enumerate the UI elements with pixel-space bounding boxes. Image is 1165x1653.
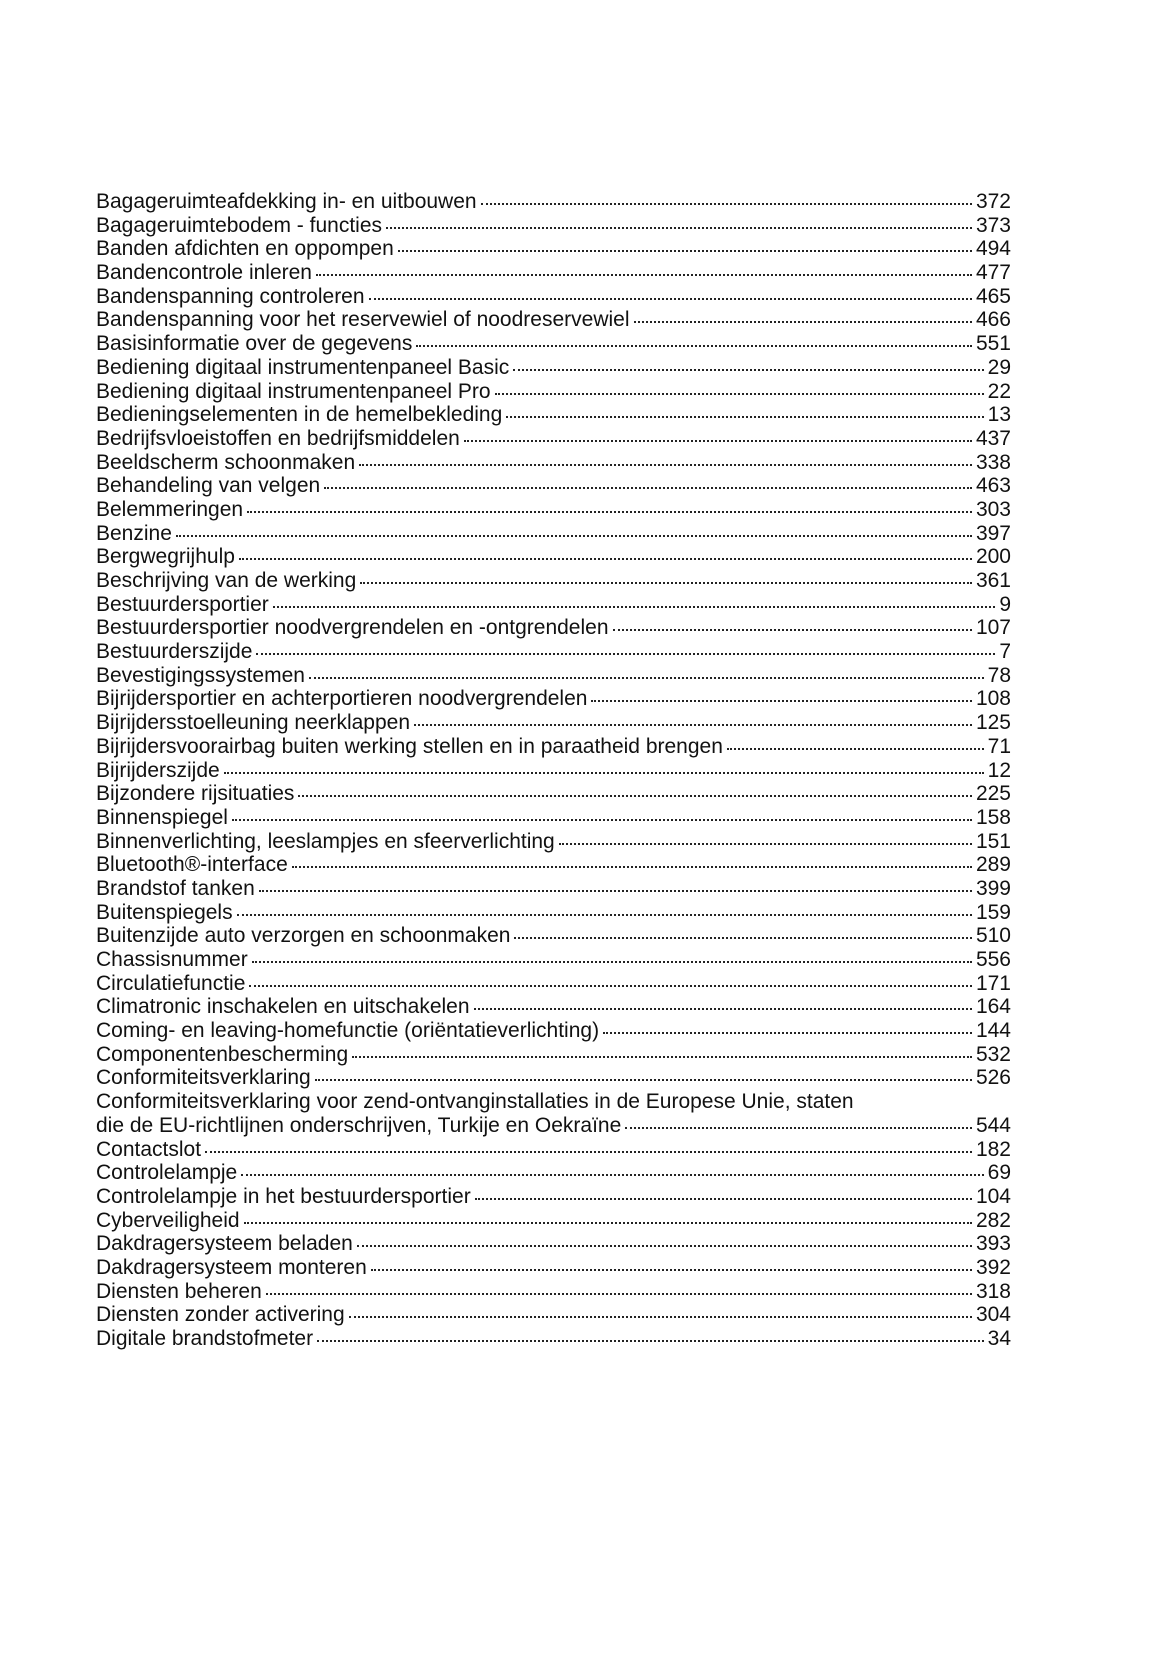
entry-label: Bestuurdersportier noodvergrendelen en -ontgrendelen xyxy=(96,616,609,640)
entry-label: Bijrijdersstoelleuning neerklappen xyxy=(96,711,411,735)
index-entry xyxy=(96,1138,1011,1162)
dot-leader xyxy=(232,819,972,821)
dot-leader xyxy=(298,795,972,797)
entry-label: Banden afdichten en oppompen xyxy=(96,237,394,261)
entry-page-number: 556 xyxy=(975,948,1011,971)
index-entry xyxy=(96,901,1011,925)
entry-label: Basisinformatie over de gegevens xyxy=(96,332,413,356)
entry-page-number: 159 xyxy=(975,900,1011,924)
dot-leader xyxy=(464,440,972,442)
index-entry xyxy=(96,380,1011,404)
entry-page-number: 289 xyxy=(975,853,1011,877)
entry-label: Diensten beheren xyxy=(96,1279,262,1303)
index-entry xyxy=(96,972,1011,996)
dot-leader xyxy=(369,298,972,300)
dot-leader xyxy=(352,1056,972,1058)
entry-page-number: 282 xyxy=(975,1208,1011,1232)
entry-label: Bijrijdersportier en achterportieren noodvergrendelen xyxy=(96,687,588,711)
entry-label: die de EU-richtlijnen onderschrijven, Turkije en Oekraïne xyxy=(96,1113,622,1137)
entry-page-number: 393 xyxy=(975,1232,1011,1256)
entry-label: Buitenspiegels xyxy=(96,900,233,924)
entry-label: Digitale brandstofmeter xyxy=(96,1327,314,1351)
entry-page-number: 69 xyxy=(987,1161,1011,1185)
dot-leader xyxy=(514,937,972,939)
entry-label: Bestuurderszijde xyxy=(96,640,253,664)
dot-leader xyxy=(371,1269,972,1271)
entry-label: Bestuurdersportier xyxy=(96,592,269,616)
index-entry xyxy=(96,877,1011,901)
dot-leader xyxy=(416,345,972,347)
index-entry xyxy=(96,1114,1011,1138)
entry-label: Conformiteitsverklaring xyxy=(96,1066,311,1090)
entry-label: Bandenspanning controleren xyxy=(96,284,365,308)
entry-label: Chassisnummer xyxy=(96,948,248,971)
entry-page-number: 437 xyxy=(975,426,1011,450)
dot-leader xyxy=(727,748,984,750)
entry-page-number: 12 xyxy=(987,758,1011,782)
index-entry xyxy=(96,1185,1011,1209)
dot-leader xyxy=(474,1008,972,1010)
entry-page-number: 392 xyxy=(975,1255,1011,1279)
entry-label: Dakdragersysteem monteren xyxy=(96,1255,367,1279)
dot-leader xyxy=(349,1316,972,1318)
dot-leader xyxy=(414,724,972,726)
entry-label: Dakdragersysteem beladen xyxy=(96,1232,353,1256)
entry-page-number: 477 xyxy=(975,261,1011,285)
index-entry xyxy=(96,1327,1011,1351)
entry-label: Binnenspiegel xyxy=(96,805,228,829)
index-entry xyxy=(96,1232,1011,1256)
dot-leader xyxy=(625,1127,972,1129)
entry-label: Bediening digitaal instrumentenpaneel Pro xyxy=(96,379,491,403)
dot-leader xyxy=(591,700,972,702)
entry-page-number: 463 xyxy=(975,474,1011,498)
entry-label: Belemmeringen xyxy=(96,497,244,521)
entry-label: Beeldscherm schoonmaken xyxy=(96,450,356,474)
entry-page-number: 466 xyxy=(975,308,1011,332)
index-entry xyxy=(96,640,1011,664)
dot-leader xyxy=(603,1032,972,1034)
entry-label: Climatronic inschakelen en uitschakelen xyxy=(96,995,470,1019)
entry-page-number: 200 xyxy=(975,545,1011,569)
entry-page-number: 125 xyxy=(975,711,1011,735)
entry-label: Bijrijdersvoorairbag buiten werking stellen en in paraatheid brengen xyxy=(96,734,723,758)
entry-page-number: 510 xyxy=(975,924,1011,948)
entry-page-number: 78 xyxy=(987,663,1011,687)
entry-page-number: 104 xyxy=(975,1184,1011,1208)
dot-leader xyxy=(559,843,972,845)
dot-leader xyxy=(386,227,972,229)
index-entry xyxy=(96,427,1011,451)
index-entry xyxy=(96,545,1011,569)
index-entry xyxy=(96,1303,1011,1327)
index-entry xyxy=(96,403,1011,427)
entry-label: Bediening digitaal instrumentenpaneel Basic xyxy=(96,355,510,379)
entry-label: Buitenzijde auto verzorgen en schoonmaken xyxy=(96,924,511,948)
entry-page-number: 544 xyxy=(975,1113,1011,1137)
entry-page-number: 532 xyxy=(975,1042,1011,1066)
dot-leader xyxy=(252,961,972,963)
index-entry xyxy=(96,995,1011,1019)
entry-page-number: 373 xyxy=(975,213,1011,237)
index-entry xyxy=(96,1066,1011,1090)
entry-page-number: 107 xyxy=(975,616,1011,640)
dot-leader xyxy=(475,1198,972,1200)
index-entry xyxy=(96,664,1011,688)
entry-page-number: 151 xyxy=(975,829,1011,853)
index-entry xyxy=(96,593,1011,617)
index-entry-line: Conformiteitsverklaring voor zend-ontvanginstallaties in de Europese Unie, staten xyxy=(96,1090,854,1114)
entry-page-number: 303 xyxy=(975,497,1011,521)
index-entry xyxy=(96,356,1011,380)
entry-page-number: 465 xyxy=(975,284,1011,308)
entry-page-number: 318 xyxy=(975,1279,1011,1303)
entry-label: Bandencontrole inleren xyxy=(96,261,312,285)
index-entry xyxy=(96,285,1011,309)
index-entry xyxy=(96,759,1011,783)
dot-leader xyxy=(506,416,983,418)
index-entry xyxy=(96,616,1011,640)
dot-leader xyxy=(224,772,984,774)
entry-label: Bedrijfsvloeistoffen en bedrijfsmiddelen xyxy=(96,426,460,450)
entry-page-number: 225 xyxy=(975,782,1011,806)
entry-label: Circulatiefunctie xyxy=(96,971,246,995)
dot-leader xyxy=(315,1079,972,1081)
entry-label: Controlelampje in het bestuurdersportier xyxy=(96,1184,471,1208)
dot-leader xyxy=(241,1174,983,1176)
entry-page-number: 372 xyxy=(975,190,1011,213)
entry-label: Diensten zonder activering xyxy=(96,1303,345,1327)
index-entry xyxy=(96,261,1011,285)
entry-page-number: 158 xyxy=(975,805,1011,829)
index-entry xyxy=(96,1280,1011,1304)
dot-leader xyxy=(495,393,984,395)
entry-label: Binnenverlichting, leeslampjes en sfeerverlichting xyxy=(96,829,555,853)
entry-page-number: 108 xyxy=(975,687,1011,711)
entry-label: Bijzondere rijsituaties xyxy=(96,782,295,806)
entry-label: Beschrijving van de werking xyxy=(96,569,357,592)
dot-leader xyxy=(247,511,972,513)
entry-page-number: 182 xyxy=(975,1137,1011,1161)
entry-label: Cyberveiligheid xyxy=(96,1208,240,1232)
entry-page-number: 338 xyxy=(975,450,1011,474)
dot-leader xyxy=(244,1222,972,1224)
index-entry xyxy=(96,190,1011,214)
entry-label: Contactslot xyxy=(96,1137,202,1161)
entry-page-number: 71 xyxy=(987,734,1011,758)
dot-leader xyxy=(256,653,995,655)
entry-page-number: 34 xyxy=(987,1327,1011,1351)
index-entry xyxy=(96,948,1011,972)
entry-page-number: 29 xyxy=(987,355,1011,379)
dot-leader xyxy=(398,250,972,252)
index-entry xyxy=(96,332,1011,356)
dot-leader xyxy=(205,1151,972,1153)
dot-leader xyxy=(176,535,972,537)
entry-page-number: 144 xyxy=(975,1019,1011,1043)
entry-page-number: 551 xyxy=(975,332,1011,356)
dot-leader xyxy=(249,985,972,987)
entry-page-number: 171 xyxy=(975,971,1011,995)
entry-label: Bergwegrijhulp xyxy=(96,545,235,569)
index-entry xyxy=(96,474,1011,498)
index-entry xyxy=(96,498,1011,522)
index-entry xyxy=(96,1161,1011,1185)
entry-label: Bevestigingssystemen xyxy=(96,663,305,687)
dot-leader xyxy=(273,606,996,608)
index-entry xyxy=(96,1209,1011,1233)
index-entry xyxy=(96,451,1011,475)
dot-leader xyxy=(317,1340,984,1342)
entry-page-number: 7 xyxy=(999,640,1011,664)
dot-leader xyxy=(292,866,972,868)
dot-leader xyxy=(239,558,972,560)
entry-page-number: 494 xyxy=(975,237,1011,261)
entry-page-number: 22 xyxy=(987,379,1011,403)
entry-label: Bagageruimteafdekking in- en uitbouwen xyxy=(96,190,477,213)
index-entry xyxy=(96,308,1011,332)
dot-leader xyxy=(513,369,983,371)
entry-page-number: 164 xyxy=(975,995,1011,1019)
index-entry xyxy=(96,830,1011,854)
entry-label: Controlelampje xyxy=(96,1161,238,1185)
index-entry xyxy=(96,1256,1011,1280)
index-entry xyxy=(96,237,1011,261)
entry-page-number: 397 xyxy=(975,521,1011,545)
entry-page-number: 13 xyxy=(987,403,1011,427)
index-entry xyxy=(96,687,1011,711)
entry-page-number: 304 xyxy=(975,1303,1011,1327)
index-entry xyxy=(96,806,1011,830)
index-list xyxy=(96,190,1011,1351)
entry-page-number: 361 xyxy=(975,569,1011,592)
entry-page-number: 399 xyxy=(975,876,1011,900)
index-entry xyxy=(96,782,1011,806)
dot-leader xyxy=(481,203,972,205)
entry-label: Brandstof tanken xyxy=(96,876,255,900)
entry-label: Coming- en leaving-homefunctie (oriëntatieverlichting) xyxy=(96,1019,600,1043)
dot-leader xyxy=(613,629,972,631)
entry-label: Bluetooth®-interface xyxy=(96,853,288,877)
dot-leader xyxy=(316,274,972,276)
entry-page-number: 526 xyxy=(975,1066,1011,1090)
dot-leader xyxy=(360,582,972,584)
entry-label: Bedieningselementen in de hemelbekleding xyxy=(96,403,503,427)
entry-label: Benzine xyxy=(96,521,172,545)
dot-leader xyxy=(357,1245,972,1247)
dot-leader xyxy=(309,677,984,679)
dot-leader xyxy=(237,914,972,916)
index-entry xyxy=(96,711,1011,735)
index-entry xyxy=(96,569,1011,593)
entry-label: Bandenspanning voor het reservewiel of noodreservewiel xyxy=(96,308,630,332)
index-entry xyxy=(96,1043,1011,1067)
dot-leader xyxy=(359,464,972,466)
index-entry xyxy=(96,853,1011,877)
entry-label: Behandeling van velgen xyxy=(96,474,321,498)
dot-leader xyxy=(634,321,972,323)
index-entry xyxy=(96,522,1011,546)
entry-label: Bijrijderszijde xyxy=(96,758,220,782)
index-entry xyxy=(96,735,1011,759)
entry-page-number: 9 xyxy=(999,592,1011,616)
dot-leader xyxy=(266,1293,972,1295)
dot-leader xyxy=(259,890,972,892)
index-entry xyxy=(96,214,1011,238)
index-entry xyxy=(96,1019,1011,1043)
dot-leader xyxy=(324,487,972,489)
entry-label: Bagageruimtebodem - functies xyxy=(96,213,382,237)
entry-label: Componentenbescherming xyxy=(96,1042,349,1066)
index-entry xyxy=(96,924,1011,948)
